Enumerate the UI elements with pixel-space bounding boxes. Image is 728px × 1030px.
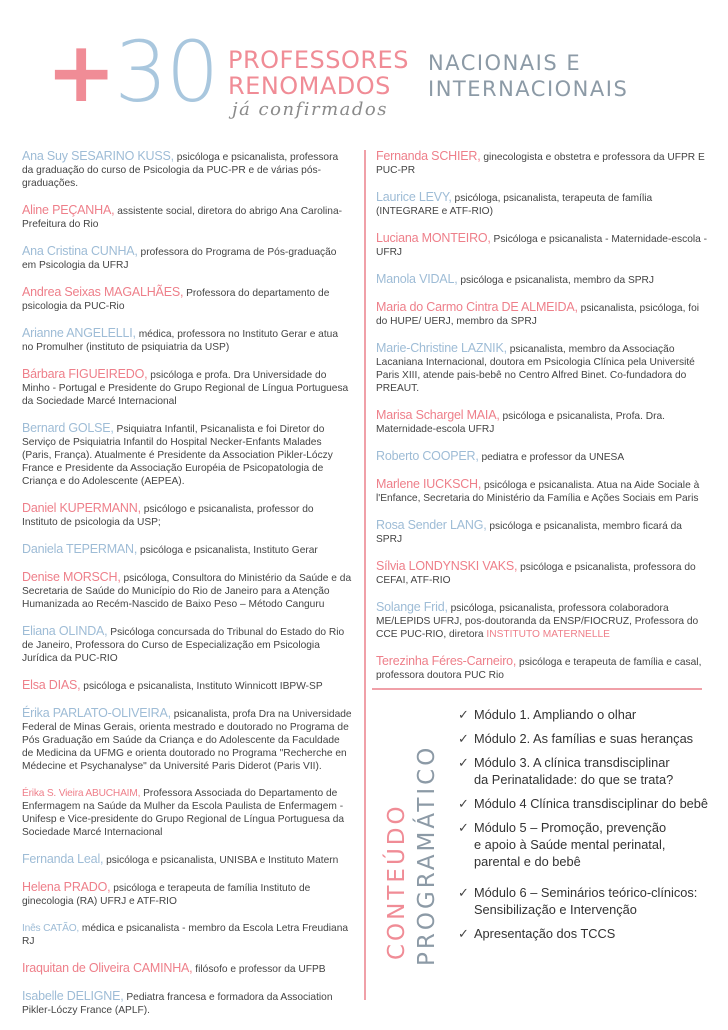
- professor-entry: [22, 286, 352, 313]
- professor-description: psicóloga, psicanalista, professora colaboradora ME/LEPIDS UFRJ, pos-doutoranda da ENSP/FIOCRUZ, Professora do CCE PUC-RIO, diretora: [376, 603, 699, 640]
- professor-entry: [376, 655, 708, 682]
- professor-name: Solange Frid,: [376, 600, 448, 614]
- professor-name: Inês CATÃO,: [22, 923, 80, 934]
- professor-entry: [22, 853, 352, 867]
- module-text: [474, 730, 718, 747]
- professor-name: Isabelle DELIGNE,: [22, 989, 124, 1003]
- programatico-title: PROGRAMÁTICO: [414, 744, 440, 966]
- module-line: Módulo 4 Clínica transdisciplinar do bebê: [474, 796, 709, 811]
- professor-name: Ana Suy SESARINO KUSS,: [22, 149, 174, 163]
- professor-name: Helena PRADO,: [22, 880, 111, 894]
- professor-name: Iraquitan de Oliveira CAMINHA,: [22, 961, 193, 975]
- professor-entry: [22, 204, 352, 231]
- professor-name: Fernanda SCHIER,: [376, 149, 481, 163]
- professor-description: assistente social, diretora do abrigo Ana Carolina- Prefeitura do Rio: [22, 206, 343, 230]
- professor-entry: [22, 922, 352, 948]
- professor-name: Marlene IUCKSCH,: [376, 477, 482, 491]
- module-item: [458, 730, 718, 747]
- horizontal-divider: [372, 688, 702, 690]
- title-line-2: RENOMADOS: [228, 72, 391, 100]
- check-icon: ✓: [458, 926, 469, 941]
- professor-entry: [376, 409, 708, 436]
- check-icon: ✓: [458, 755, 469, 770]
- professor-entry: [376, 232, 708, 259]
- professor-name: Daniel KUPERMANN,: [22, 501, 141, 515]
- professor-description: psicóloga e profa. Dra Universidade do Minho - Portugal e Presidente do Grupo Regional de Língua Portuguesa da Sociedade Marcé Internacional: [22, 370, 349, 407]
- title-line-1: PROFESSORES: [228, 46, 409, 74]
- check-icon: ✓: [458, 796, 469, 811]
- module-line: da Perinatalidade: do que se trata?: [474, 772, 674, 787]
- professor-name: Denise MORSCH,: [22, 570, 121, 584]
- professor-name: Andrea Seixas MAGALHÃES,: [22, 285, 184, 299]
- professor-name: Manola VIDAL,: [376, 272, 458, 286]
- professor-name: Laurice LEVY,: [376, 190, 452, 204]
- professor-entry: [22, 150, 352, 190]
- professor-description: Psicóloga e psicanalista - Maternidade-escola - UFRJ: [376, 234, 708, 258]
- right-professor-list: [376, 150, 708, 696]
- professor-entry: [22, 990, 352, 1017]
- professor-name: Bárbara FIGUEIREDO,: [22, 367, 148, 381]
- professor-entry: [376, 478, 708, 505]
- module-item: [458, 884, 718, 918]
- professor-name: Fernanda Leal,: [22, 852, 104, 866]
- professor-description: psicóloga, psicanalista, terapeuta de família (INTEGRARE e ATF-RIO): [376, 193, 653, 217]
- module-line: Módulo 1. Ampliando o olhar: [474, 707, 637, 722]
- professor-entry: [376, 519, 708, 546]
- professor-description: psicanalista, psicóloga, foi do HUPE/ UERJ, membro da SPRJ: [376, 303, 700, 327]
- professor-entry: [22, 368, 352, 408]
- module-line: e apoio à Saúde mental perinatal,: [474, 837, 666, 852]
- professor-entry: [376, 273, 708, 287]
- professor-name: Bernard GOLSE,: [22, 421, 114, 435]
- professor-name: Ana Cristina CUNHA,: [22, 244, 138, 258]
- professor-name: Érika S. Vieira ABUCHAIM,: [22, 788, 141, 799]
- professor-entry: [22, 962, 352, 976]
- professor-name: Sílvia LONDYNSKI VAKS,: [376, 559, 518, 573]
- left-professor-list: [22, 150, 352, 1030]
- professor-entry: [376, 601, 708, 641]
- highlight-text: INSTITUTO MATERNELLE: [486, 629, 610, 640]
- professor-description: psicóloga e psicanalista, Instituto Gerar: [140, 545, 318, 556]
- plus-sign: +: [46, 23, 115, 121]
- professor-description: psicanalista, membro da Associação Lacaniana Internacional, doutora em Psicologia Clínica pela Université Paris XIII, atende pais-bebê no Centro Alfred Binet. Co-fundadora do PREAUT.: [376, 344, 695, 394]
- number-30: 30: [114, 23, 218, 121]
- check-icon: ✓: [458, 885, 469, 900]
- check-icon: ✓: [458, 707, 469, 722]
- professor-name: Eliana OLINDA,: [22, 624, 108, 638]
- professor-description: Psicóloga concursada do Tribunal do Estado do Rio de Janeiro, Professora do Curso de Especialização em Psicologia Jurídica da PUC-RIO: [22, 627, 345, 664]
- professor-entry: [22, 327, 352, 354]
- check-icon: ✓: [458, 820, 469, 835]
- professor-entry: [22, 543, 352, 557]
- professor-entry: [376, 191, 708, 218]
- module-text: [474, 925, 718, 942]
- module-item: [458, 795, 718, 812]
- conteudo-title: CONTEÚDO: [384, 803, 410, 960]
- professor-description: psicólogo e psicanalista, professor do Instituto de psicologia da USP;: [22, 504, 314, 528]
- professor-name: Roberto COOPER,: [376, 449, 479, 463]
- title-line-4: INTERNACIONAIS: [428, 77, 629, 101]
- professor-name: Arianne ANGELELLI,: [22, 326, 136, 340]
- professor-entry: [22, 707, 352, 773]
- professor-entry: [376, 301, 708, 328]
- professor-description: ginecologista e obstetra e professora da UFPR E PUC-PR: [376, 152, 705, 176]
- professores-renomados: [228, 47, 409, 99]
- professor-entry: [22, 787, 352, 839]
- professor-description: psicóloga e psicanalista, membro ficará da SPRJ: [376, 521, 682, 545]
- professor-description: psicóloga e psicanalista, UNISBA e Instituto Matern: [106, 855, 339, 866]
- professor-entry: [22, 625, 352, 665]
- professor-entry: [22, 502, 352, 529]
- professor-name: Maria do Carmo Cintra DE ALMEIDA,: [376, 300, 578, 314]
- professor-entry: [376, 560, 708, 587]
- module-line: Sensibilização e Intervenção: [474, 902, 637, 917]
- professor-description: filósofo e professor da UFPB: [195, 964, 326, 975]
- professor-name: Terezinha Féres-Carneiro,: [376, 654, 517, 668]
- professor-entry: [22, 679, 352, 693]
- professor-entry: [376, 342, 708, 395]
- professor-entry: [376, 450, 708, 464]
- module-text: [474, 795, 718, 812]
- professor-description: psicóloga e terapeuta de família Instituto de ginecologia (RA) UFRJ e ATF-RIO: [22, 883, 311, 907]
- professor-entry: [22, 881, 352, 908]
- module-item: [458, 706, 718, 723]
- module-text: [474, 884, 718, 918]
- professor-description: médica, professora no Instituto Gerar e atua no Promulher (instituto de psiquiatria da USP): [22, 329, 339, 353]
- professor-description: psicóloga e psicanalista, Profa. Dra. Maternidade-escola UFRJ: [376, 411, 665, 435]
- title-line-3: NACIONAIS E: [428, 51, 582, 75]
- module-text: [474, 754, 718, 788]
- module-line: Módulo 5 – Promoção, prevenção: [474, 820, 667, 835]
- module-item: [458, 819, 718, 870]
- professor-description: psicóloga e psicanalista, Instituto Winnicott IBPW-SP: [83, 681, 323, 692]
- professor-name: Marie-Christine LAZNIK,: [376, 341, 507, 355]
- header: [0, 0, 728, 140]
- professor-description: Professora Associada do Departamento de Enfermagem na Saúde da Mulher da Escola Paulista de Enfermagem - Unifesp e Vice-presidente do Grupo Regional de Língua Portuguesa da Sociedade Marcé Internacional: [22, 788, 345, 838]
- module-item: [458, 925, 718, 942]
- module-line: Módulo 2. As famílias e suas heranças: [474, 731, 694, 746]
- professor-entry: [22, 422, 352, 488]
- professor-description: psicóloga e psicanalista, professora do CEFAI, ATF-RIO: [376, 562, 696, 586]
- vertical-divider: [364, 150, 366, 1000]
- professor-description: pediatra e professor da UNESA: [481, 452, 625, 463]
- module-line: Módulo 6 – Seminários teórico-clínicos:: [474, 885, 698, 900]
- professor-description: psicóloga e psicanalista, professora da graduação do curso de Psicologia da PUC-PR e de várias pós-graduações.: [22, 152, 339, 189]
- check-icon: ✓: [458, 731, 469, 746]
- module-text: [474, 706, 718, 723]
- module-text: [474, 819, 718, 870]
- professor-name: Luciana MONTEIRO,: [376, 231, 491, 245]
- professor-name: Marisa Schargel MAIA,: [376, 408, 500, 422]
- module-item: [458, 754, 718, 788]
- professor-name: Daniela TEPERMAN,: [22, 542, 138, 556]
- professor-description: médica e psicanalista - membro da Escola Letra Freudiana RJ: [22, 923, 349, 947]
- professor-name: Érika PARLATO-OLIVEIRA,: [22, 706, 171, 720]
- modules-list: [458, 706, 718, 942]
- professor-entry: [22, 571, 352, 611]
- ja-confirmados: já confirmados: [232, 99, 388, 120]
- professor-description: psicóloga e terapeuta de família e casal, professora doutora PUC Rio: [376, 657, 702, 681]
- professor-description: Pediatra francesa e formadora da Association Pikler-Lóczy France (APLF).: [22, 992, 333, 1016]
- professor-description: Professora do departamento de psicologia da PUC-Rio: [22, 288, 330, 312]
- module-line: parental e do bebê: [474, 854, 581, 869]
- professor-entry: [376, 150, 708, 177]
- module-line: Módulo 3. A clínica transdisciplinar: [474, 755, 670, 770]
- module-line: Apresentação dos TCCS: [474, 926, 616, 941]
- plus-30-title: [46, 23, 218, 121]
- professor-name: Aline PEÇANHA,: [22, 203, 115, 217]
- professor-description: psicóloga, Consultora do Ministério da Saúde e da Secretaria de Saúde do Município do Rio de Janeiro para a Atenção Humanizada ao Recém-Nascido de Baixo Peso – Método Canguru: [22, 573, 352, 610]
- nacionais-internacionais: [428, 50, 628, 102]
- professor-description: psicanalista, profa Dra na Universidade Federal de Minas Gerais, orienta mestrado e doutorado no Programa de Pós Graduação em Saúde da Criança e do Adolescente da Faculdade de Medicina da UFMG e orienta doutorado no Programa "Recherche en Médecine et Psychanalyse" da Université Paris Diderot (Paris VII).: [22, 709, 352, 772]
- professor-description: professora do Programa de Pós-graduação em Psicologia da UFRJ: [22, 247, 337, 271]
- professor-name: Rosa Sender LANG,: [376, 518, 487, 532]
- professor-description: Psiquiatra Infantil, Psicanalista e foi Diretor do Serviço de Psiquiatria Infantil do Hospital Necker-Enfants Malades (Paris, França). Atualmente é Presidente da Association Pikler-Lóczy France e Presidente da Associação Européia de Psicopatologia de Criança e do Adolescente (AEPEA).: [22, 424, 333, 487]
- professor-description: psicóloga e psicanalista. Atua na Aide Sociale à l'Enfance, Secretaria do Ministério da Família e Ações Sociais em Paris: [376, 480, 700, 504]
- professor-description: psicóloga e psicanalista, membro da SPRJ: [460, 275, 654, 286]
- professor-name: Elsa DIAS,: [22, 678, 81, 692]
- professor-entry: [22, 245, 352, 272]
